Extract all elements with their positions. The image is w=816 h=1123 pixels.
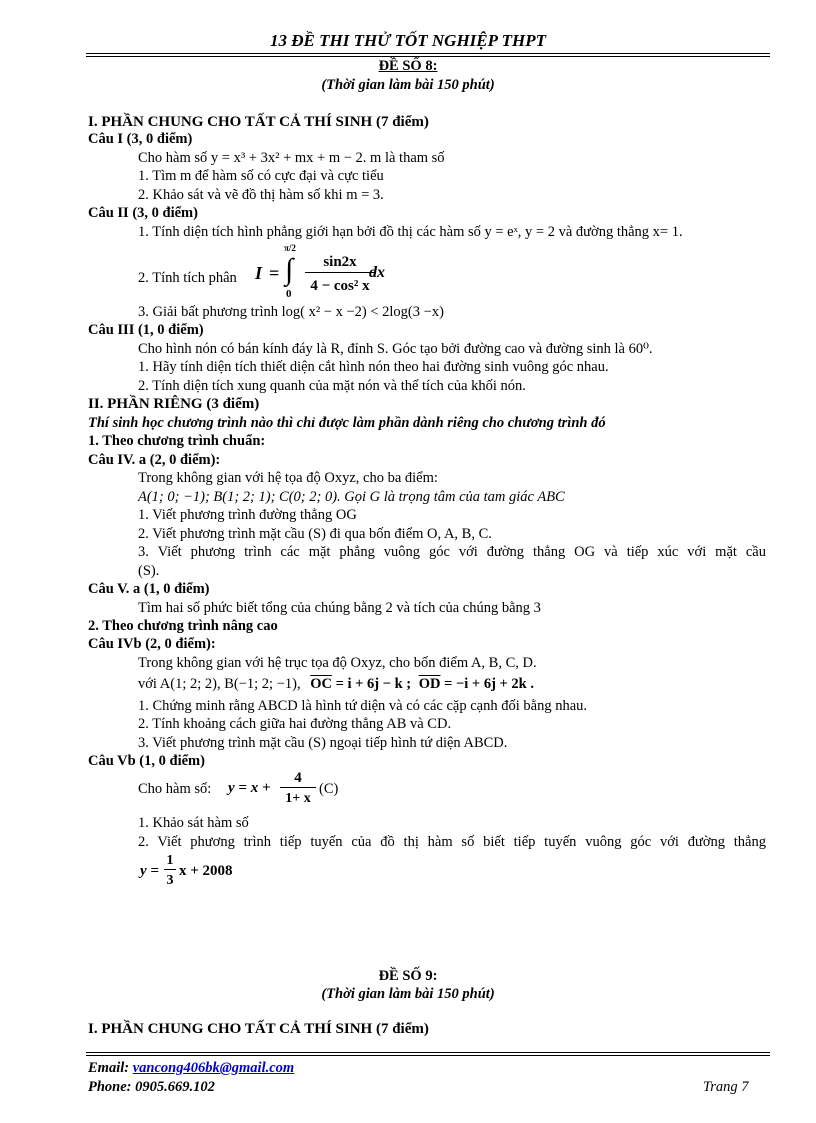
exam8-title: ĐỀ SỐ 8: xyxy=(378,58,438,74)
q4a-item-3: 3. Viết phương trình các mặt phẳng vuông góc với đường thẳng OG và tiếp xúc với mặt cầu xyxy=(138,544,766,560)
q1-item-1: 1. Tìm m để hàm số có cực đại và cực tiểu xyxy=(138,168,384,184)
q1-item-2: 2. Khảo sát và vẽ đồ thị hàm số khi m = 3. xyxy=(138,187,384,203)
q4b-title: Câu IVb (2, 0 điểm): xyxy=(88,636,216,652)
q2-title: Câu II (3, 0 điểm) xyxy=(88,205,198,221)
q4b-vectors-line xyxy=(138,676,534,693)
exam9-part1-heading: I. PHẦN CHUNG CHO TẤT CẢ THÍ SINH (7 điểm) xyxy=(88,1021,429,1037)
footer-rule-double xyxy=(86,1055,770,1056)
footer-rule xyxy=(86,1052,770,1053)
exam9-title: ĐỀ SỐ 9: xyxy=(378,968,438,984)
q1-title: Câu I (3, 0 điểm) xyxy=(88,131,193,147)
integral-denominator: 4 − cos² x xyxy=(310,278,370,294)
q4b-intro: Trong không gian với hệ trục tọa độ Oxyz, cho bốn điểm A, B, C, D. xyxy=(138,655,537,671)
q5b-function xyxy=(138,768,378,812)
exam8-part1-heading: I. PHẦN CHUNG CHO TẤT CẢ THÍ SINH (7 điểm) xyxy=(88,114,429,130)
q5b-curve-label: (C) xyxy=(319,781,339,797)
footer-email-line xyxy=(88,1060,294,1077)
header-rule xyxy=(86,53,770,54)
header-rule-double xyxy=(86,56,770,57)
q4b-item-1: 1. Chứng minh rằng ABCD là hình tứ diện và có các cặp cạnh đối bằng nhau. xyxy=(138,698,588,714)
q5b-item-2: 2. Viết phương trình tiếp tuyến của đồ thị hàm số biết tiếp tuyến vuông góc với đường thẳng xyxy=(138,834,766,850)
q2-integral-formula xyxy=(255,243,395,301)
line-numerator: 1 xyxy=(164,852,176,870)
vector-od-expression: = −i + 6j + 2k . xyxy=(444,676,534,692)
q5b-title: Câu Vb (1, 0 điểm) xyxy=(88,753,205,769)
integral-lower-limit: 0 xyxy=(286,288,292,300)
q5b-label: Cho hàm số: xyxy=(138,781,212,797)
integral-dx: dx xyxy=(369,264,385,281)
q4a-item-1: 1. Viết phương trình đường thẳng OG xyxy=(138,507,357,523)
q4a-item-2: 2. Viết phương trình mặt cầu (S) đi qua bốn điểm O, A, B, C. xyxy=(138,526,492,542)
q3-title: Câu III (1, 0 điểm) xyxy=(88,322,204,338)
q2-item-2-label: 2. Tính tích phân xyxy=(138,270,237,286)
q2-item-3: 3. Giải bất phương trình log( x² − x −2) < 2log(3 −x) xyxy=(138,304,444,320)
integral-icon: ∫ xyxy=(285,253,294,286)
vector-od-label: $\overline{OD}$ xyxy=(418,676,441,692)
exam8-time: (Thời gian làm bài 150 phút) xyxy=(321,77,495,93)
line-rest: x + 2008 xyxy=(179,863,233,879)
vector-oc-expression: = i + 6j − k ; xyxy=(335,676,412,692)
line-denominator: 3 xyxy=(166,873,174,888)
q2-item-1: 1. Tính diện tích hình phẳng giới hạn bởi đồ thị các hàm số y = eˣ, y = 2 và đường thẳng x= 1. xyxy=(138,224,683,240)
q5b-denominator: 1+ x xyxy=(285,791,311,806)
q4a-points: A(1; 0; −1); B(1; 2; 1); C(0; 2; 0). Gọi G là trọng tâm của tam giác ABC xyxy=(138,489,565,505)
part2-note: Thí sinh học chương trình nào thì chỉ được làm phần dành riêng cho chương trình đó xyxy=(88,415,606,431)
q4a-intro: Trong không gian với hệ tọa độ Oxyz, cho ba điểm: xyxy=(138,470,438,486)
footer-phone: Phone: 0905.669.102 xyxy=(88,1079,215,1095)
integral-numerator: sin2x xyxy=(305,252,375,273)
q5a-text: Tìm hai số phức biết tổng của chúng bằng 2 và tích của chúng bằng 3 xyxy=(138,600,541,616)
exam8-part2-heading: II. PHẦN RIÊNG (3 điểm) xyxy=(88,396,260,412)
q3-intro: Cho hình nón có bán kính đáy là R, đỉnh S. Góc tạo bởi đường cao và đường sinh là 60⁰. xyxy=(138,341,653,357)
document-header-title: 13 ĐỀ THI THỬ TỐT NGHIỆP THPT xyxy=(269,31,547,50)
q4a-item-3-cont: (S). xyxy=(138,563,160,579)
integral-upper-limit: π/2 xyxy=(284,243,296,253)
q5b-line-equation xyxy=(140,851,280,893)
q5b-numerator: 4 xyxy=(280,769,316,788)
line-y: y = xyxy=(140,863,159,879)
q1-intro: Cho hàm số y = x³ + 3x² + mx + m − 2. m là tham số xyxy=(138,150,445,166)
equals-sign: = xyxy=(269,263,280,283)
footer-email-label: Email: xyxy=(88,1060,130,1076)
vector-oc-label: $\overline{OC}$ xyxy=(310,676,332,692)
advanced-program-title: 2. Theo chương trình nâng cao xyxy=(88,618,278,634)
integral-variable: I xyxy=(255,263,263,283)
q5a-title: Câu V. a (1, 0 điểm) xyxy=(88,581,210,597)
q4b-item-2: 2. Tính khoảng cách giữa hai đường thẳng AB và CD. xyxy=(138,716,452,732)
q4a-title: Câu IV. a (2, 0 điểm): xyxy=(88,452,221,468)
q3-item-2: 2. Tính diện tích xung quanh của mặt nón và thể tích của khối nón. xyxy=(138,378,526,394)
q5b-y: y = x + xyxy=(228,780,271,796)
exam9-time: (Thời gian làm bài 150 phút) xyxy=(321,986,495,1002)
q4b-with: với A(1; 2; 2), B(−1; 2; −1), xyxy=(138,676,301,692)
q4b-item-3: 3. Viết phương trình mặt cầu (S) ngoại tiếp hình tứ diện ABCD. xyxy=(138,735,508,751)
footer-email-link[interactable]: vancong406bk@gmail.com xyxy=(132,1060,295,1076)
q5b-item-1: 1. Khảo sát hàm số xyxy=(138,815,249,831)
q3-item-1: 1. Hãy tính diện tích thiết diện cắt hình nón theo hai đường sinh vuông góc nhau. xyxy=(138,359,609,375)
standard-program-title: 1. Theo chương trình chuẩn: xyxy=(88,433,266,449)
footer-page-number: Trang 7 xyxy=(703,1079,749,1095)
